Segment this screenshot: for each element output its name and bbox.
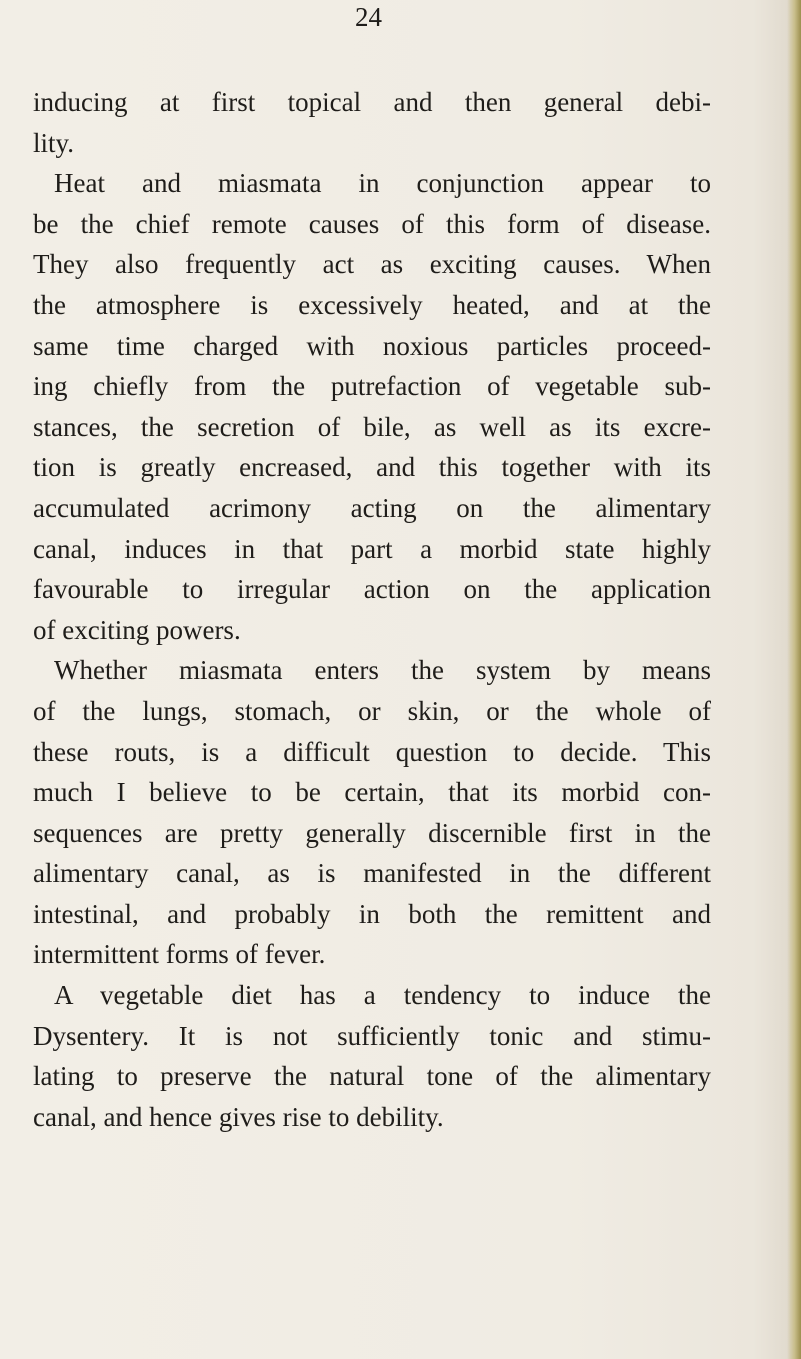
text-line: They also frequently act as exciting causes. When — [33, 249, 711, 280]
text-line: Whether miasmata enters the system by means — [54, 655, 711, 686]
text-line: Heat and miasmata in conjunction appear to — [54, 168, 711, 199]
text-line: stances, the secretion of bile, as well as its excre- — [33, 411, 711, 442]
text-line: lity. — [33, 127, 75, 158]
text-line: alimentary canal, as is manifested in the different — [33, 858, 711, 889]
text-line: sequences are pretty generally discernible first in the — [33, 817, 711, 848]
page-edge — [787, 0, 801, 1359]
text-line: canal, and hence gives rise to debility. — [33, 1101, 444, 1132]
text-line: lating to preserve the natural tone of the alimentary — [33, 1061, 711, 1092]
text-line: these routs, is a difficult question to decide. This — [33, 736, 711, 767]
text-line: Dysentery. It is not sufficiently tonic and stimu- — [33, 1020, 711, 1051]
text-line: intermittent forms of fever. — [33, 939, 326, 970]
text-line: be the chief remote causes of this form of disease. — [33, 208, 711, 239]
text-line: much I believe to be certain, that its morbid con- — [33, 777, 711, 808]
text-line: ing chiefly from the putrefaction of vegetable sub- — [33, 371, 711, 402]
text-line: A vegetable diet has a tendency to induce the — [54, 980, 711, 1011]
text-line: of exciting powers. — [33, 614, 241, 645]
text-line: same time charged with noxious particles proceed- — [33, 330, 711, 361]
page-number: 24 — [355, 2, 382, 32]
text-line: the atmosphere is excessively heated, and at the — [33, 289, 711, 320]
text-line: tion is greatly encreased, and this together with its — [33, 452, 711, 483]
text-line: accumulated acrimony acting on the alimentary — [33, 492, 711, 523]
text-line: favourable to irregular action on the application — [33, 574, 711, 605]
text-line: intestinal, and probably in both the remittent and — [33, 898, 711, 929]
body-text — [33, 82, 711, 1137]
text-line: inducing at first topical and then general debi- — [33, 87, 711, 117]
text-line: of the lungs, stomach, or skin, or the whole of — [33, 695, 711, 726]
text-line: canal, induces in that part a morbid state highly — [33, 533, 711, 564]
